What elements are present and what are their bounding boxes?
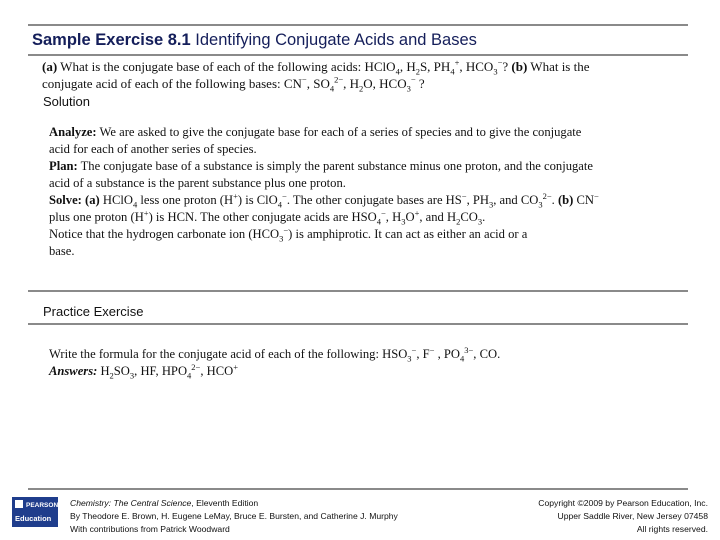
practice-divider-top (28, 290, 688, 292)
footer-divider (28, 488, 688, 490)
question-line-1: (a) What is the conjugate base of each of the following acids: HClO$_4$, $H_2S$, $PH_4^+$, $HCO_3^-$? (b) What is the (42, 57, 590, 77)
title-divider (28, 54, 688, 56)
solution-heading: Solution (43, 94, 90, 109)
top-divider (28, 24, 688, 26)
pearson-logo (12, 497, 58, 527)
footer-credits: Chemistry: The Central Science, Eleventh Edition By Theodore E. Brown, H. Eugene LeMay, Bruce E. Bursten, and Catherine J. Murphy With contributions from Patrick Woodward (70, 498, 398, 534)
svg-text:PEARSON: PEARSON (26, 502, 58, 509)
practice-heading: Practice Exercise (43, 304, 144, 319)
practice-divider-bottom (28, 323, 688, 325)
svg-text:Education: Education (15, 514, 52, 523)
page-title: Sample Exercise 8.1 Identifying Conjugate Acids and Bases (32, 31, 477, 49)
footer-copyright: Copyright ©2009 by Pearson Education, Inc. Upper Saddle River, New Jersey 07458 All rights reserved. (538, 498, 708, 534)
practice-body: Write the formula for the conjugate acid of each of the following: $HSO_3^-$, F− , $PO_4^{3-}$, CO. Answers: $H_2SO_3$, HF, $HPO_4^{2-}$, HCO+ (49, 344, 501, 381)
question-line-2: conjugate acid of each of the following bases: CN−, $SO_4^{2-}$, $H_2O$, $HCO_3^-$ ? (42, 74, 425, 94)
solution-body: Analyze: We are asked to give the conjugate base for each of a series of species and to give the conjugate acid for each of another series of species. Plan: The conjugate base of a substance is simply the parent substance minus one proton, and the conjugate acid of a substance is the parent substance plus one proton. Solve: (a) HClO$_4$ less one proton (H+) is ClO$_4$−. The other conjugate bases are HS−, $PH_3$, and $CO_3^{2-}$. (b) CN− plus one proton (H+) is HCN. The other conjugate acids are $HSO_4^-$, $H_3O^+$, and $H_2CO_3$. Notice that the hydrogen carbonate ion $(HCO_3^-)$ is amphiprotic. It can act as either an acid or a base. (49, 125, 599, 258)
